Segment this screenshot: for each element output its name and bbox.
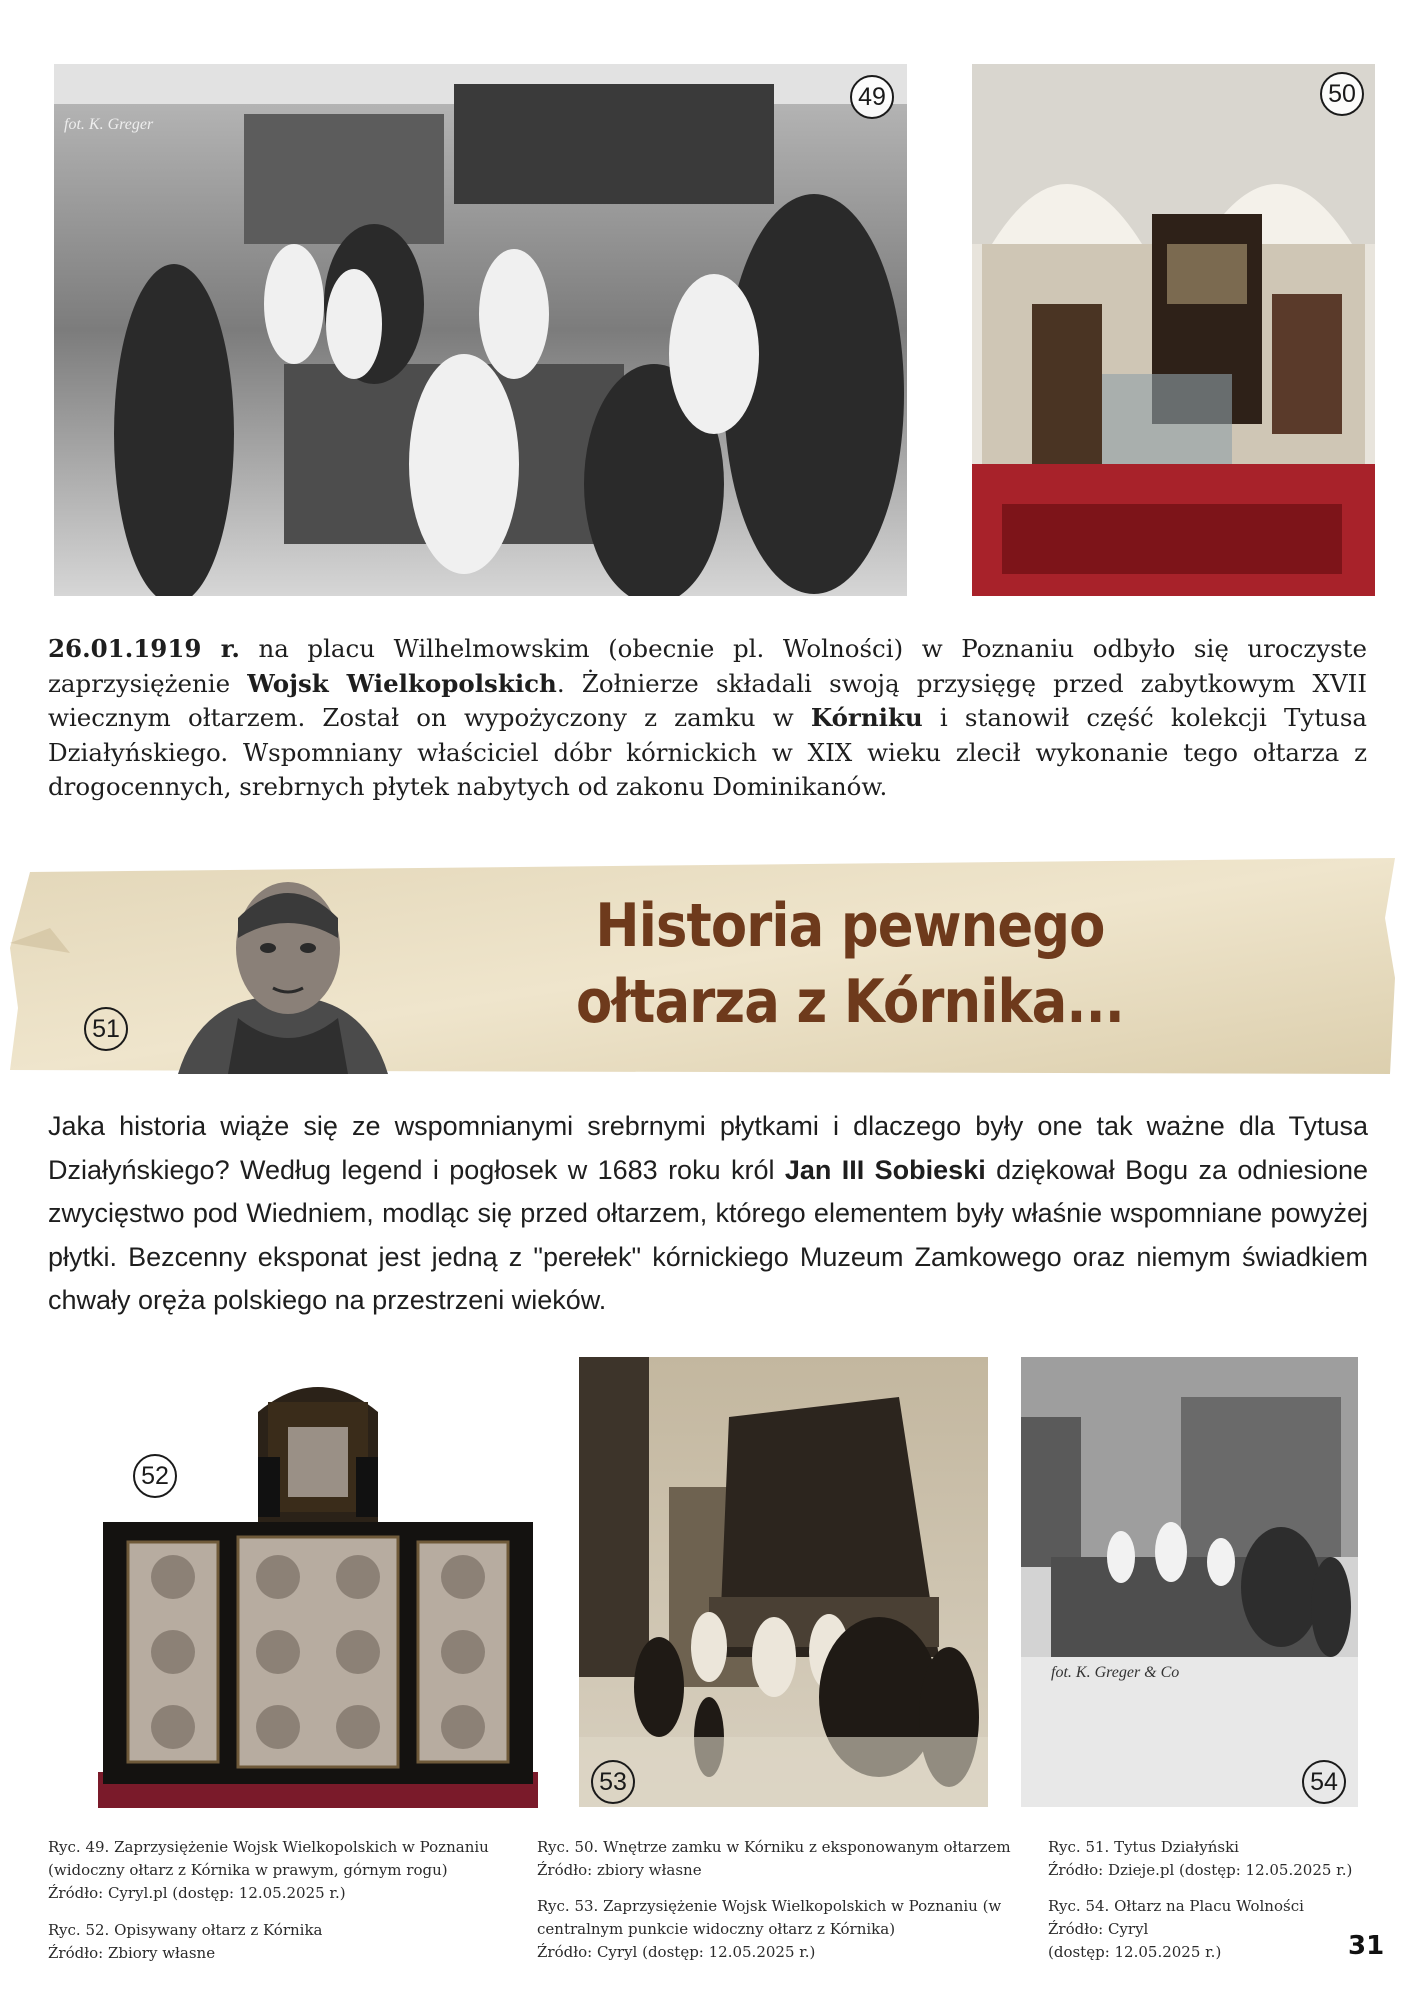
caption-49 [48, 1836, 489, 1905]
svg-text:fot. K. Greger & Co: fot. K. Greger & Co [1051, 1664, 1180, 1681]
intro-paragraph [48, 632, 1367, 805]
portrait-tytus-dzialynski [178, 868, 388, 1074]
caption-54-line-1: Ryc. 54. Ołtarz na Placu Wolności [1048, 1897, 1304, 1915]
intro-army: Wojsk Wielkopolskich [247, 668, 557, 698]
intro-kornik: Kórniku [810, 703, 923, 732]
banner-title [533, 888, 1167, 1040]
photo-badge-49: 49 [850, 75, 894, 119]
story-paragraph [48, 1105, 1368, 1323]
caption-52 [48, 1919, 323, 1965]
photo-altar-square-54 [1021, 1357, 1358, 1807]
caption-49-line-2: (widoczny ołtarz z Kórnika w prawym, górnym rogu) [48, 1861, 448, 1879]
intro-text-1: na placu Wilhelmowskim (obecnie pl. Wolności) w Poznaniu odbyło się uroczyste zaprzysiężenie [48, 634, 1367, 698]
caption-54-line-3: (dostęp: 12.05.2025 r.) [1048, 1943, 1222, 1961]
caption-50-line-2: Źródło: zbiory własne [537, 1861, 702, 1879]
caption-53-line-1: Ryc. 53. Zaprzysiężenie Wojsk Wielkopolskich w Poznaniu (w [537, 1897, 1002, 1915]
photo-oath-ceremony [54, 64, 907, 596]
photo-badge-50: 50 [1320, 72, 1364, 116]
caption-51 [1048, 1836, 1352, 1882]
caption-52-line-2: Źródło: Zbiory własne [48, 1944, 216, 1962]
story-text-2: dziękował Bogu za odniesione zwycięstwo pod Wiedniem, modląc się przed ołtarzem, którego elementem były właśnie wspomniane powyżej płytki. Bezcenny eksponat jest jedną z "perełek" kórnickiego Muzeum Zamkowego oraz niemym świadkiem chwały oręża polskiego na przestrzeni wieków. [48, 1154, 1369, 1315]
caption-49-line-3: Źródło: Cyryl.pl (dostęp: 12.05.2025 r.) [48, 1884, 346, 1902]
caption-53-line-3: Źródło: Cyryl (dostęp: 12.05.2025 r.) [537, 1943, 816, 1961]
caption-50 [537, 1836, 1011, 1882]
caption-51-line-1: Ryc. 51. Tytus Działyński [1048, 1838, 1239, 1856]
photo-badge-52: 52 [133, 1454, 177, 1498]
caption-51-line-2: Źródło: Dzieje.pl (dostęp: 12.05.2025 r.) [1048, 1861, 1353, 1879]
photo-badge-51: 51 [84, 1007, 128, 1051]
caption-54 [1048, 1895, 1304, 1964]
caption-53-line-2: centralnym punkcie widoczny ołtarz z Kórnika) [537, 1920, 896, 1938]
svg-text:fot. K. Greger: fot. K. Greger [64, 116, 154, 133]
photo-oath-archival-53 [579, 1357, 988, 1807]
banner-title-line-1: Historia pewnego [595, 891, 1105, 961]
caption-52-line-1: Ryc. 52. Opisywany ołtarz z Kórnika [48, 1921, 323, 1939]
banner-title-line-2: ołtarza z Kórnika... [576, 967, 1124, 1037]
page-number: 31 [1348, 1931, 1385, 1961]
story-text-1: Jaka historia wiąże się ze wspomnianymi srebrnymi płytkami i dlaczego były one tak ważne dla Tytusa Działyńskiego? Według legend i pogłosek w 1683 roku król [48, 1111, 1368, 1185]
photo-badge-54: 54 [1302, 1760, 1346, 1804]
caption-54-line-2: Źródło: Cyryl [1048, 1920, 1149, 1938]
caption-53 [537, 1895, 1001, 1964]
photo-castle-interior [972, 64, 1375, 596]
caption-50-line-1: Ryc. 50. Wnętrze zamku w Kórniku z eksponowanym ołtarzem [537, 1838, 1011, 1856]
photo-kornik-altar [98, 1372, 538, 1808]
photo-badge-53: 53 [591, 1760, 635, 1804]
intro-text-3: i stanowił część kolekcji Tytusa Działyńskiego. Wspomniany właściciel dóbr kórnickich w XIX wieku zlecił wykonanie tego ołtarza z drogocennych, srebrnych płytek nabytych od zakonu Dominikanów. [48, 703, 1368, 801]
intro-text-2: . Żołnierze składali swoją przysięgę przed zabytkowym XVII wiecznym ołtarzem. Został on wypożyczony z zamku w [48, 668, 1367, 732]
intro-date: 26.01.1919 r. [48, 634, 240, 663]
story-king: Jan III Sobieski [784, 1154, 986, 1185]
caption-49-line-1: Ryc. 49. Zaprzysiężenie Wojsk Wielkopolskich w Poznaniu [48, 1838, 489, 1856]
